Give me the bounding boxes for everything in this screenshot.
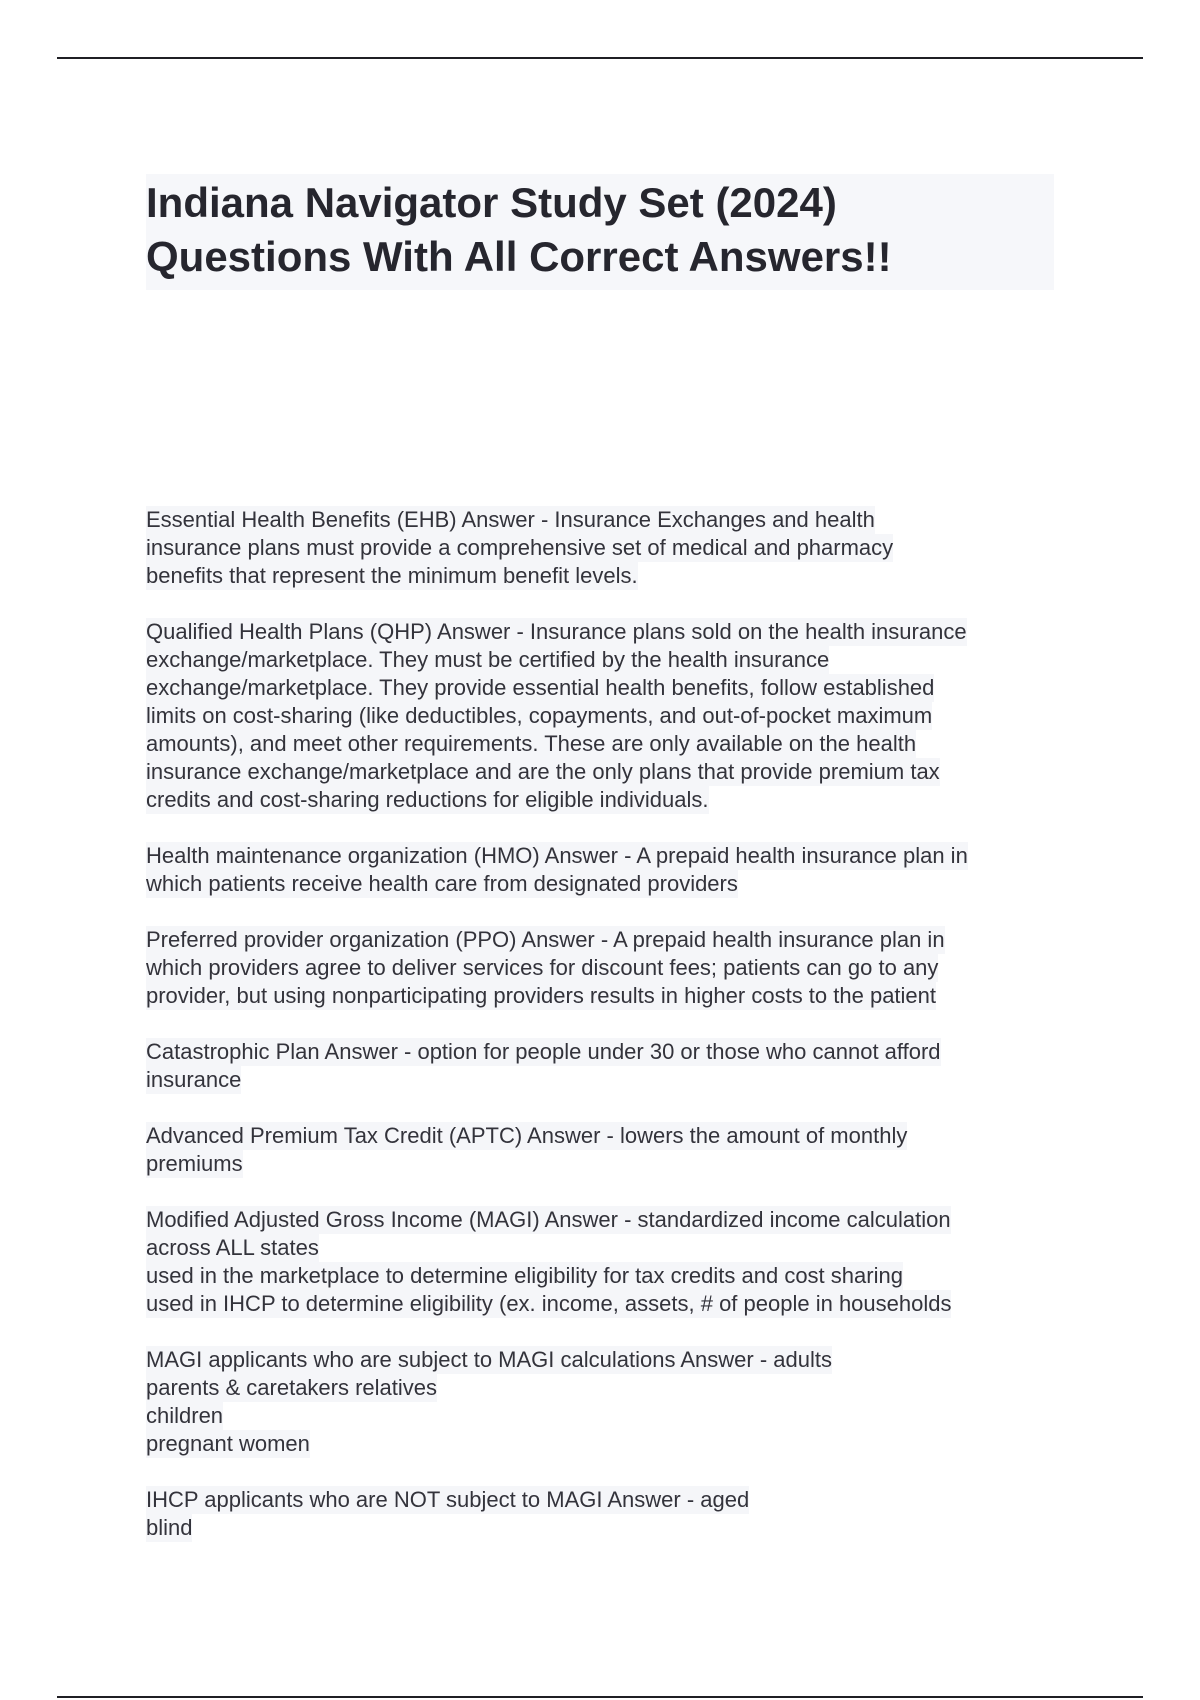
qa-entry-line: which patients receive health care from designated providers [146, 871, 738, 896]
qa-entry [146, 1038, 1076, 1094]
qa-entry [146, 1206, 1076, 1318]
qa-entry-line: benefits that represent the minimum benefit levels. [146, 563, 638, 588]
qa-entry [146, 1486, 1076, 1542]
qa-entry [146, 618, 1076, 814]
top-rule [57, 57, 1143, 59]
qa-entry-line: parents & caretakers relatives [146, 1375, 438, 1400]
bottom-rule [57, 1696, 1143, 1698]
qa-entry-line: Essential Health Benefits (EHB) Answer - Insurance Exchanges and health [146, 507, 875, 532]
qa-entry-line: Qualified Health Plans (QHP) Answer - Insurance plans sold on the health insurance [146, 619, 967, 644]
qa-entry-line: Catastrophic Plan Answer - option for people under 30 or those who cannot afford [146, 1039, 941, 1064]
qa-entry-list [146, 506, 1076, 1570]
qa-entry-line: Advanced Premium Tax Credit (APTC) Answer - lowers the amount of monthly [146, 1123, 908, 1148]
qa-entry-line: exchange/marketplace. They must be certified by the health insurance [146, 647, 830, 672]
qa-entry-line: used in IHCP to determine eligibility (ex. income, assets, # of people in households [146, 1291, 952, 1316]
qa-entry-line: across ALL states [146, 1235, 319, 1260]
qa-entry-line: insurance exchange/marketplace and are the only plans that provide premium tax [146, 759, 940, 784]
qa-entry [146, 842, 1076, 898]
qa-entry-line: credits and cost-sharing reductions for eligible individuals. [146, 787, 709, 812]
qa-entry-line: IHCP applicants who are NOT subject to MAGI Answer - aged [146, 1487, 750, 1512]
qa-entry-line: used in the marketplace to determine eligibility for tax credits and cost sharing [146, 1263, 903, 1288]
qa-entry [146, 1346, 1076, 1458]
qa-entry [146, 926, 1076, 1010]
title-line-1: Indiana Navigator Study Set (2024) [146, 179, 837, 226]
document-title [146, 174, 1054, 290]
qa-entry-line: Modified Adjusted Gross Income (MAGI) Answer - standardized income calculation [146, 1207, 951, 1232]
qa-entry-line: Preferred provider organization (PPO) Answer - A prepaid health insurance plan in [146, 927, 945, 952]
qa-entry-line: Health maintenance organization (HMO) Answer - A prepaid health insurance plan in [146, 843, 968, 868]
qa-entry-line: exchange/marketplace. They provide essential health benefits, follow established [146, 675, 935, 700]
qa-entry-line: amounts), and meet other requirements. These are only available on the health [146, 731, 917, 756]
qa-entry [146, 1122, 1076, 1178]
qa-entry-line: MAGI applicants who are subject to MAGI calculations Answer - adults [146, 1347, 832, 1372]
qa-entry-line: limits on cost-sharing (like deductibles, copayments, and out-of-pocket maximum [146, 703, 933, 728]
qa-entry-line: insurance [146, 1067, 242, 1092]
qa-entry-line: which providers agree to deliver services for discount fees; patients can go to any [146, 955, 939, 980]
qa-entry-line: provider, but using nonparticipating providers results in higher costs to the patient [146, 983, 937, 1008]
qa-entry-line: blind [146, 1515, 193, 1540]
qa-entry-line: pregnant women [146, 1431, 310, 1456]
qa-entry-line: premiums [146, 1151, 243, 1176]
qa-entry-line: insurance plans must provide a comprehensive set of medical and pharmacy [146, 535, 894, 560]
title-line-2: Questions With All Correct Answers!! [146, 233, 892, 280]
qa-entry-line: children [146, 1403, 224, 1428]
qa-entry [146, 506, 1076, 590]
